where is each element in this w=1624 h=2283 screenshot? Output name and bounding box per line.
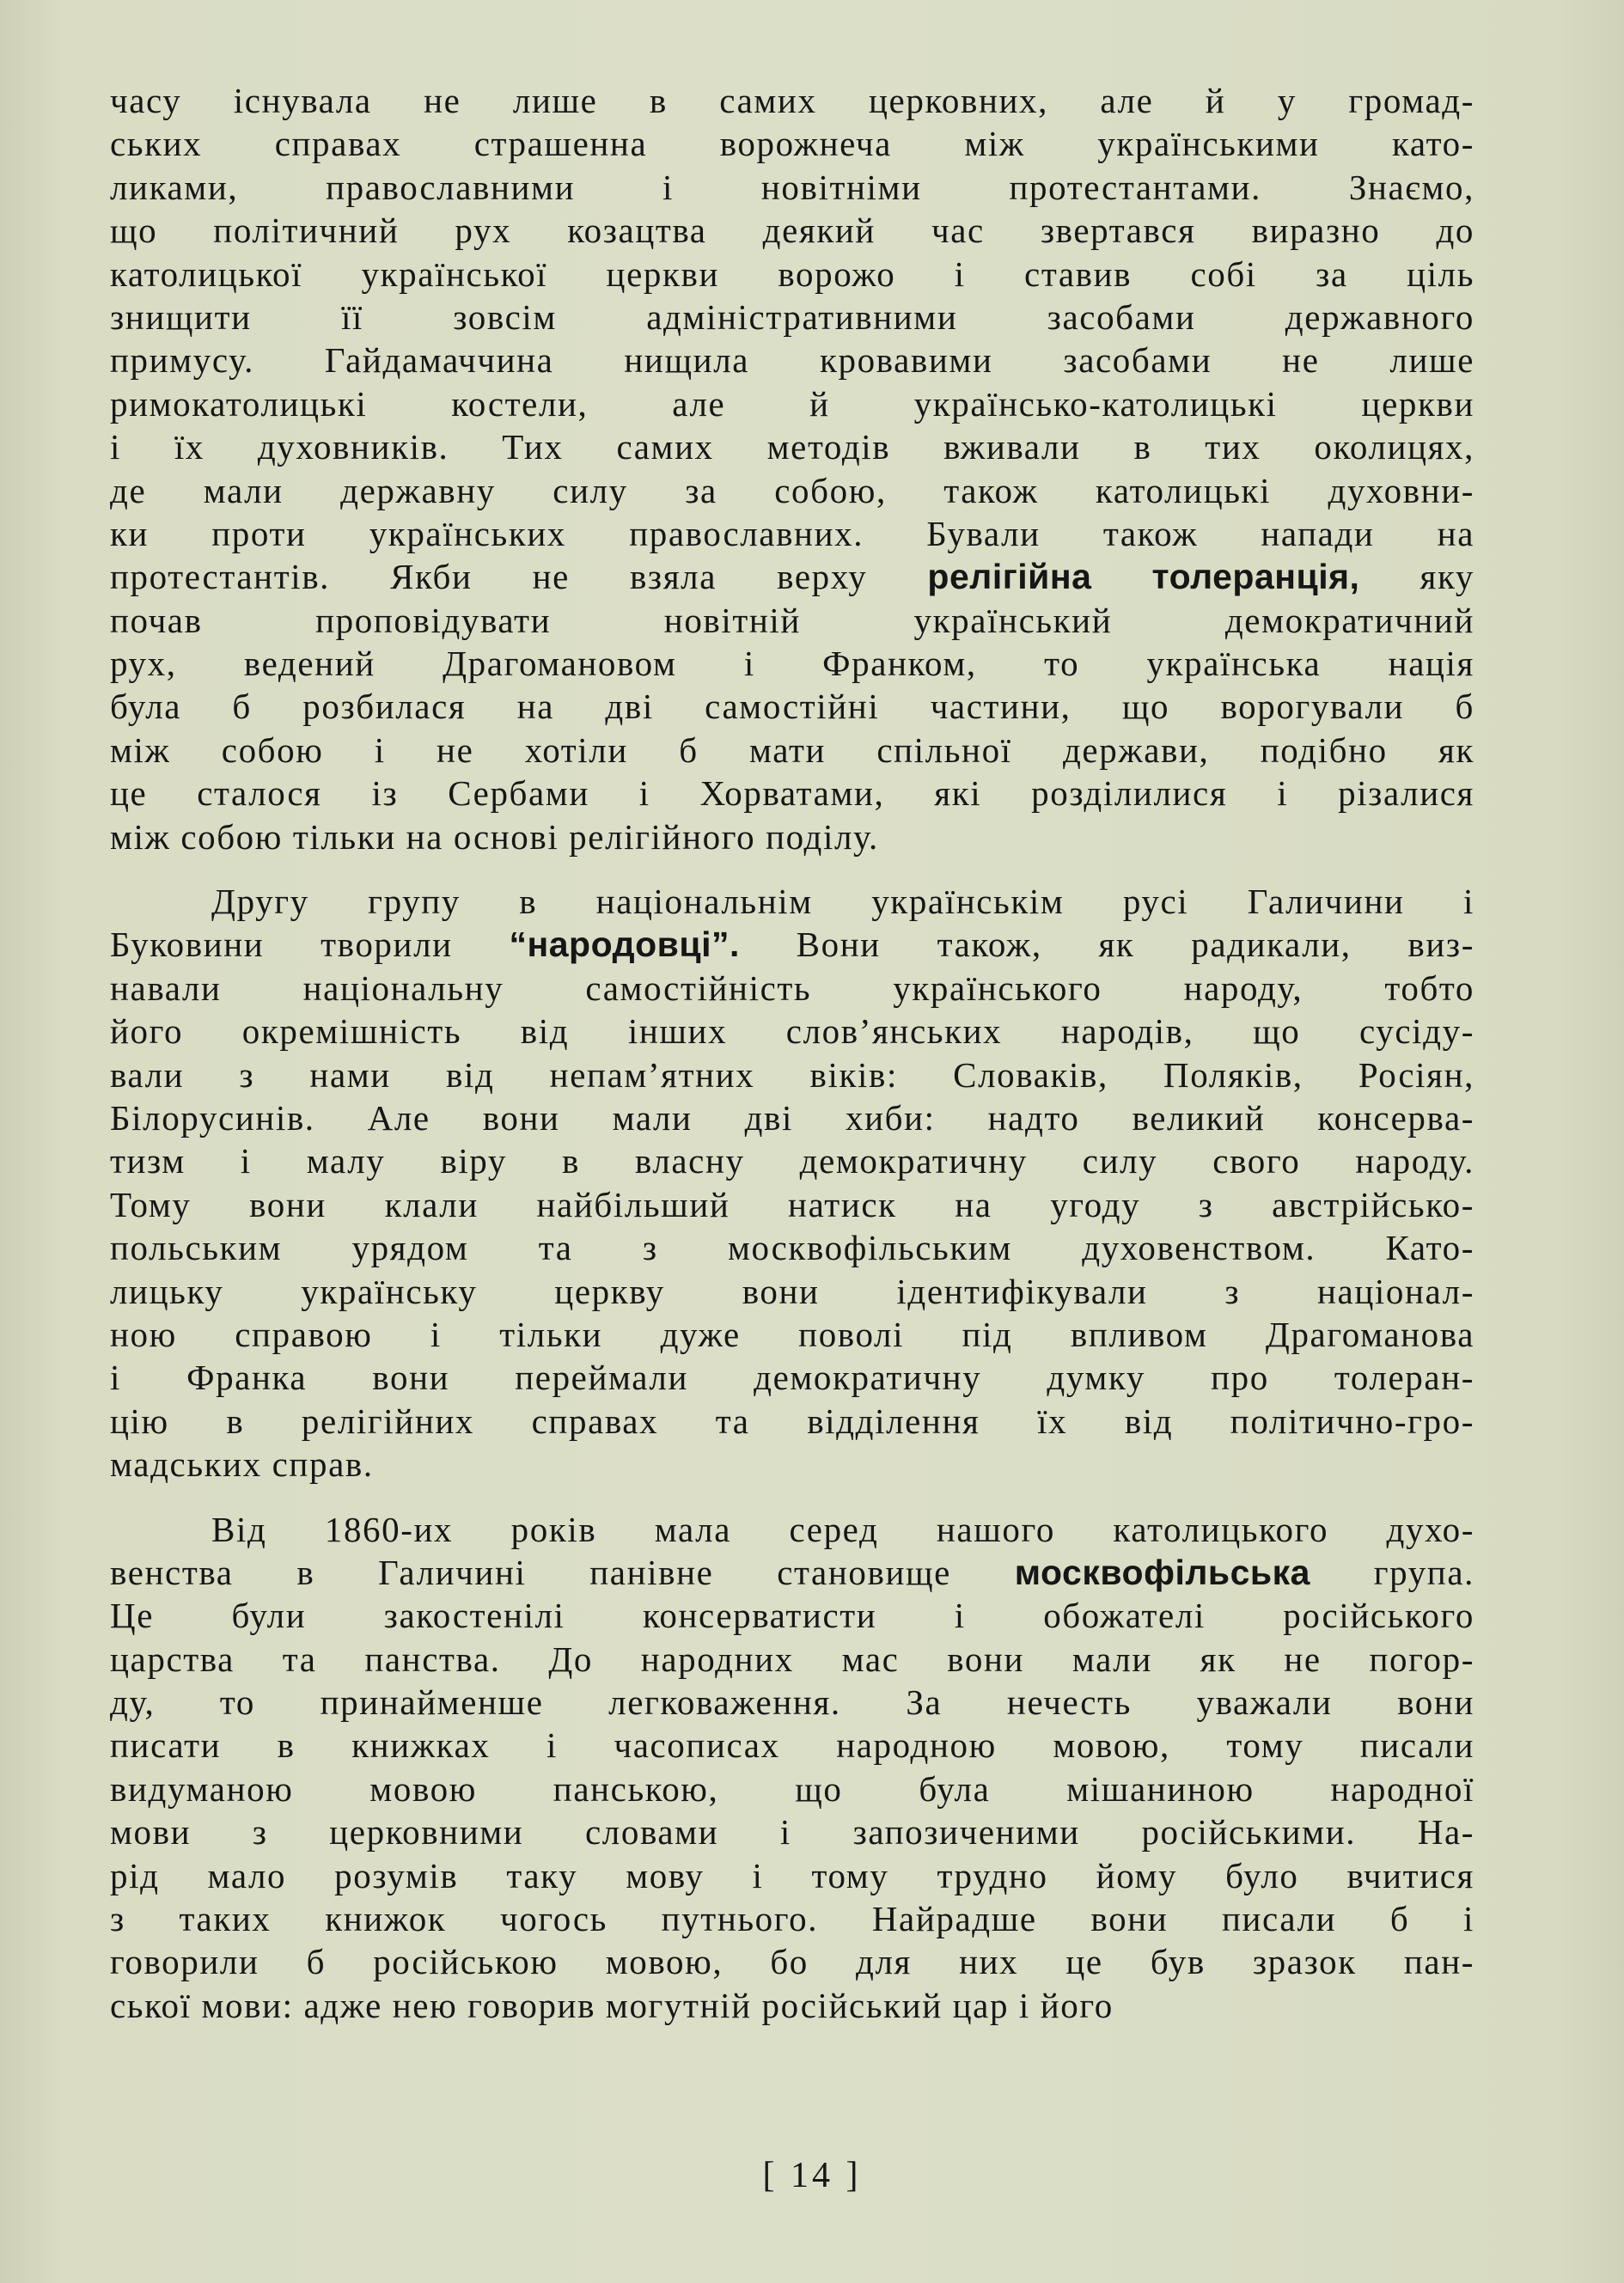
text-run: ду, то принайменше легковаження. За нечесть уважали вони [110, 1682, 1474, 1723]
text-line [110, 1053, 1474, 1096]
text-run: знищити її зовсім адміністративними засобами державного [110, 296, 1474, 337]
text-run: між собою тільки на основі релігійного поділу. [110, 816, 879, 857]
text-run: його окремішність від інших слов’янських народів, що сусіду- [110, 1011, 1474, 1052]
text-run: була б розбилася на дві самостійні частини, що ворогували б [110, 687, 1474, 727]
text-run: польським урядом та з москвофільським духовенством. Като- [110, 1228, 1474, 1268]
paragraph-gap [110, 1486, 1474, 1508]
text-line [110, 512, 1474, 555]
text-run: ки проти українських православних. Бували також напади на [110, 513, 1474, 553]
text-run: Це були закостенілі консерватисти і обожателі російського [110, 1596, 1474, 1636]
text-line [110, 599, 1474, 642]
text-run: часу існувала не лише в самих церковних, але й у громад- [110, 81, 1474, 120]
text-line [110, 772, 1474, 815]
text-run: і їх духовників. Тих самих методів вживали в тих околицях, [110, 427, 1474, 467]
text-run: де мали державну силу за собою, також католицькі духовни- [110, 470, 1474, 510]
text-run: що політичний рух козацтва деякий час звертався виразно до [110, 211, 1474, 251]
page-number: [ 14 ] [762, 2156, 862, 2195]
text-line [110, 1724, 1474, 1767]
text-line [110, 1984, 1474, 2027]
text-run: римокатолицькі костели, але й українсько-католицькі церкви [110, 383, 1474, 424]
text-run: тизм і малу віру в власну демократичну силу свого народу. [110, 1141, 1474, 1181]
text-line [110, 685, 1474, 728]
text-run: між собою і не хотіли б мати спільної держави, подібно як [110, 729, 1474, 770]
text-run: ської мови: адже нею говорив могутній російський цар і його [110, 1985, 1114, 2025]
text-run: говорили б російською мовою, бо для них це був зразок пан- [110, 1942, 1474, 1982]
text-line [110, 1940, 1474, 1983]
text-line [110, 1139, 1474, 1182]
text-line [110, 1183, 1474, 1226]
bold-term: “народовці”. [509, 925, 740, 965]
text-run: писати в книжках і часописах народною мовою, тому писали [110, 1725, 1474, 1766]
bold-term: москвофільська [1014, 1552, 1310, 1592]
paragraph [110, 880, 1474, 1486]
text-line [110, 253, 1474, 296]
text-run: Другу групу в національнім українськім русі Галичини і [211, 882, 1474, 922]
text-run: вали з нами від непам’ятних віків: Словаків, Поляків, Росіян, [110, 1054, 1474, 1095]
text-line [110, 1313, 1474, 1356]
text-line [110, 729, 1474, 772]
text-line [110, 1551, 1474, 1594]
text-line [110, 880, 1474, 923]
text-run: ликами, православними і новітніми протестантами. Знаємо, [110, 167, 1474, 207]
text-line [110, 1096, 1474, 1139]
text-run: Білорусинів. Але вони мали дві хиби: надто великий консерва- [110, 1097, 1474, 1138]
text-run: венства в Галичині панівне становище [110, 1552, 1015, 1592]
text-line [110, 382, 1474, 425]
text-line [110, 1810, 1474, 1853]
text-line [110, 296, 1474, 339]
text-line [110, 1681, 1474, 1724]
body-text [110, 79, 1474, 2027]
text-line [110, 1400, 1474, 1443]
bold-term: релігійна толеранція, [927, 557, 1360, 597]
text-line [110, 1226, 1474, 1269]
text-line [110, 923, 1474, 966]
text-run: група. [1310, 1552, 1474, 1592]
text-line [110, 815, 1474, 858]
text-run: видуманою мовою панською, що була мішаниною народної [110, 1768, 1474, 1809]
text-run: яку [1359, 557, 1474, 597]
text-line [110, 122, 1474, 165]
text-line [110, 339, 1474, 382]
text-run: примусу. Гайдамаччина нищила кровавими засобами не лише [110, 340, 1474, 381]
text-run: рід мало розумів таку мову і тому трудно йому було вчитися [110, 1855, 1474, 1895]
text-run: мадських справ. [110, 1444, 374, 1485]
text-line [110, 425, 1474, 468]
text-run: цію в релігійних справах та відділення їх від політично-гро- [110, 1401, 1474, 1441]
text-line [110, 469, 1474, 512]
text-line [110, 1767, 1474, 1810]
text-run: навали національну самостійність українського народу, тобто [110, 968, 1474, 1008]
text-line [110, 209, 1474, 252]
text-run: рух, ведений Драгомановом і Франком, то українська нація [110, 644, 1474, 684]
text-line [110, 1010, 1474, 1053]
text-run: католицької української церкви ворожо і ставив собі за ціль [110, 253, 1474, 294]
text-run: почав проповідувати новітній український демократичний [110, 600, 1474, 640]
paragraph [110, 79, 1474, 858]
text-run: мови з церковними словами і запозиченими російськими. На- [110, 1812, 1474, 1853]
text-line [110, 1854, 1474, 1897]
text-run: царства та панства. До народних мас вони мали як не погор- [110, 1639, 1474, 1679]
text-line [110, 1638, 1474, 1681]
text-run: це сталося із Сербами і Хорватами, які розділилися і різалися [110, 773, 1474, 814]
text-line [110, 166, 1474, 209]
text-run: ною справою і тільки дуже поволі під впливом Драгоманова [110, 1314, 1474, 1354]
text-line [110, 1897, 1474, 1940]
text-line [110, 642, 1474, 685]
text-line [110, 555, 1474, 598]
text-line [110, 1508, 1474, 1551]
text-run: і Франка вони переймали демократичну думку про толеран- [110, 1358, 1474, 1398]
text-line [110, 1356, 1474, 1399]
text-run: Вони також, як радикали, виз- [739, 925, 1474, 965]
text-line [110, 79, 1474, 122]
text-run: Буковини творили [110, 925, 510, 965]
text-run: протестантів. Якби не взяла верху [110, 557, 928, 597]
text-run: лицьку українську церкву вони ідентифікували з націонал- [110, 1271, 1474, 1311]
text-run: Тому вони клали найбільший натиск на угоду з австрійсько- [110, 1184, 1474, 1224]
paragraph-gap [110, 858, 1474, 880]
text-line [110, 1594, 1474, 1637]
text-line [110, 967, 1474, 1010]
text-line [110, 1270, 1474, 1313]
text-run: ських справах страшенна ворожнеча між українськими като- [110, 124, 1474, 164]
text-line [110, 1443, 1474, 1486]
text-run: з таких книжок чогось путнього. Найрадше вони писали б і [110, 1899, 1474, 1939]
text-run: Від 1860-их років мала серед нашого католицького духо- [211, 1509, 1474, 1549]
paragraph [110, 1508, 1474, 2028]
